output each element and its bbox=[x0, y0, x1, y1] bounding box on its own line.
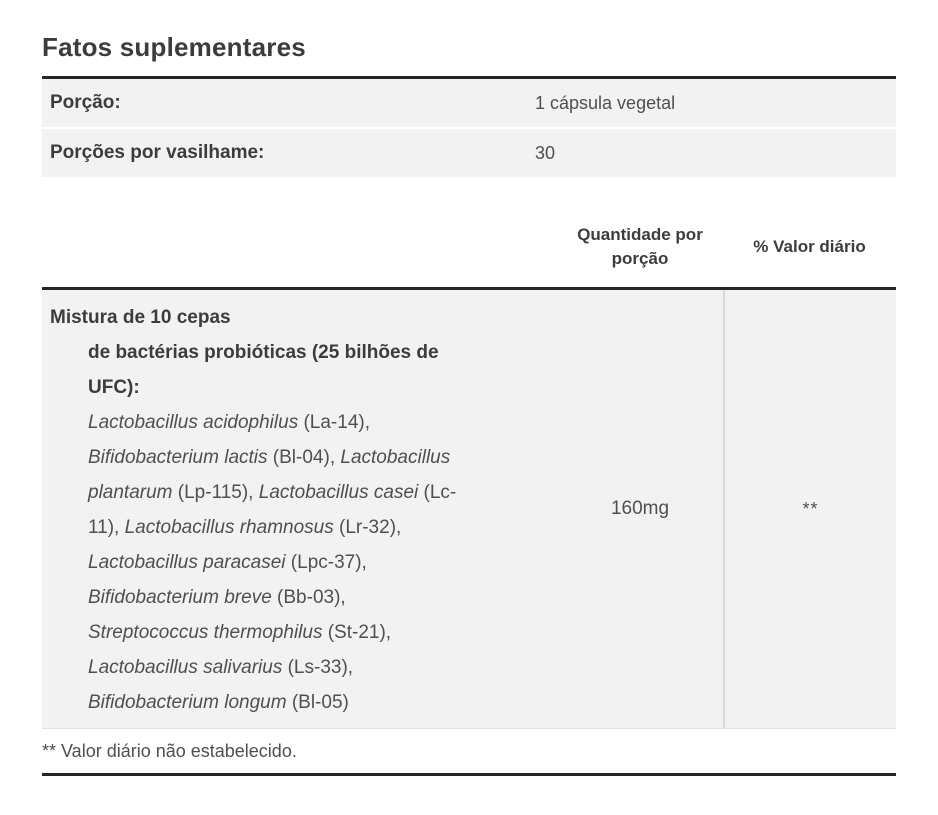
bottom-rule bbox=[42, 773, 896, 776]
description-line: Mistura de 10 cepas bbox=[50, 307, 231, 328]
column-headers bbox=[42, 223, 896, 271]
description-line: Streptococcus thermophilus (St-21), bbox=[88, 622, 392, 643]
serving-size-label: Porção: bbox=[50, 92, 121, 113]
supplement-facts-panel bbox=[42, 32, 896, 776]
description-line: Lactobacillus acidophilus (La-14), bbox=[88, 412, 370, 433]
description-line: Bifidobacterium breve (Bb-03), bbox=[88, 587, 346, 608]
description-line: de bactérias probióticas (25 bilhões de bbox=[88, 342, 439, 363]
serving-size-row bbox=[42, 79, 896, 127]
serving-size-value: 1 cápsula vegetal bbox=[535, 92, 676, 113]
serving-info bbox=[42, 79, 896, 177]
servings-per-container-value: 30 bbox=[535, 142, 556, 163]
description-line: Lactobacillus paracasei (Lpc-37), bbox=[88, 552, 367, 573]
description-line: 11), Lactobacillus rhamnosus (Lr-32), bbox=[88, 517, 402, 538]
amount-column-header: Quantidade por porção bbox=[577, 225, 703, 268]
description-line: Bifidobacterium lactis (Bl-04), Lactobacillus bbox=[88, 447, 451, 468]
ingredient-dv: ** bbox=[723, 290, 896, 728]
panel-title: Fatos suplementares bbox=[42, 32, 306, 62]
description-line: Lactobacillus salivarius (Ls-33), bbox=[88, 657, 354, 678]
description-line: UFC): bbox=[88, 377, 140, 398]
description-line: plantarum (Lp-115), Lactobacillus casei (Lc- bbox=[88, 482, 457, 503]
servings-per-container-row bbox=[42, 129, 896, 177]
description-line: Bifidobacterium longum (Bl-05) bbox=[88, 692, 349, 713]
footnote: ** Valor diário não estabelecido. bbox=[42, 740, 297, 761]
ingredient-row bbox=[42, 290, 896, 729]
dv-column-header: % Valor diário bbox=[753, 237, 866, 256]
ingredient-description bbox=[42, 290, 557, 728]
servings-per-container-label: Porções por vasilhame: bbox=[50, 142, 265, 163]
ingredient-amount: 160mg bbox=[610, 498, 670, 519]
